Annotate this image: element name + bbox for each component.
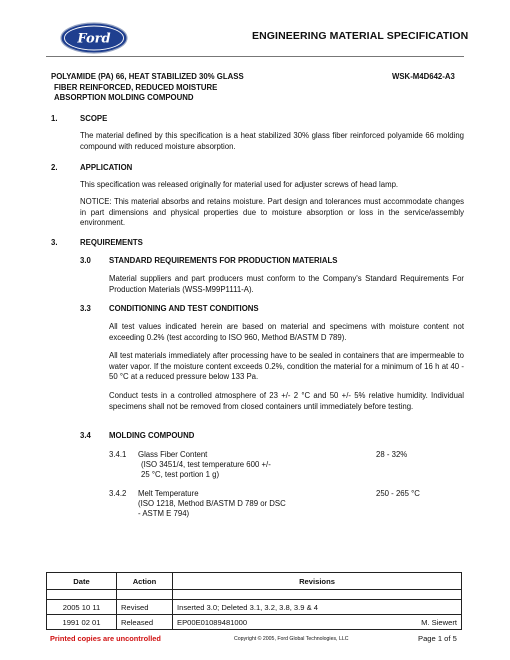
revision-table-header bbox=[47, 573, 462, 590]
conditioning-paragraph-2: All test materials immediately after processing have to be sealed in containers that are impermeable to water vapor. If the moisture content exceeds 0.2%, condition the material for a minimum of 16 h at 40 - 50 °C at a reduced pressure below 133 Pa. bbox=[109, 351, 464, 381]
material-title-line: ABSORPTION MOLDING COMPOUND bbox=[54, 93, 194, 102]
item-number: 3.4.2 bbox=[109, 489, 127, 498]
copyright-notice: Copyright © 2005, Ford Global Technologies, LLC bbox=[234, 636, 349, 642]
material-title bbox=[51, 72, 244, 104]
revision-author: M. Siewert bbox=[421, 617, 457, 627]
revision-description: Inserted 3.0; Deleted 3.1, 3.2, 3.8, 3.9 & 4 bbox=[177, 602, 318, 612]
section-number: 1. bbox=[51, 114, 58, 123]
revision-action: Revised bbox=[117, 600, 173, 615]
page-number: Page 1 of 5 bbox=[418, 634, 457, 643]
revision-table bbox=[46, 572, 462, 630]
revision-table-spacer bbox=[47, 590, 462, 600]
section-number: 2. bbox=[51, 163, 58, 172]
column-header-action: Action bbox=[117, 573, 173, 590]
item-value-glass-fiber: 28 - 32% bbox=[376, 450, 408, 459]
conditioning-paragraph-1: All test values indicated herein are based on material and specimens with moisture content not exceeding 0.2% (test according to ISO 960, Method B/ASTM D 789). bbox=[109, 322, 464, 342]
subsection-number: 3.4 bbox=[80, 431, 91, 440]
revision-date: 1991 02 01 bbox=[47, 615, 117, 630]
revision-date: 2005 10 11 bbox=[47, 600, 117, 615]
conditioning-paragraph-3: Conduct tests in a controlled atmosphere of 23 +/- 2 °C and 50 +/- 5% relative humidity. Individual specimens shall not be removed from closed containers until immediately before testing. bbox=[109, 391, 464, 411]
item-detail: - ASTM E 794) bbox=[138, 509, 190, 518]
section-title-scope: SCOPE bbox=[80, 114, 108, 123]
item-detail: (ISO 3451/4, test temperature 600 +/- bbox=[141, 460, 271, 469]
subsection-title-conditioning: CONDITIONING AND TEST CONDITIONS bbox=[109, 304, 259, 313]
table-row bbox=[47, 615, 462, 630]
column-header-date: Date bbox=[47, 573, 117, 590]
section-number: 3. bbox=[51, 238, 58, 247]
application-text: This specification was released originally for material used for adjuster screws of head lamp. bbox=[80, 180, 399, 189]
subsection-number: 3.3 bbox=[80, 304, 91, 313]
uncontrolled-copies-notice: Printed copies are uncontrolled bbox=[50, 634, 161, 643]
item-value-melt-temperature: 250 - 265 °C bbox=[376, 489, 420, 498]
revision-description: EP00E01089481000 bbox=[177, 617, 248, 627]
revision-action: Released bbox=[117, 615, 173, 630]
item-detail: (ISO 1218, Method B/ASTM D 789 or DSC bbox=[138, 499, 286, 508]
ford-logo-text: Ford bbox=[77, 31, 111, 47]
item-number: 3.4.1 bbox=[109, 450, 127, 459]
item-name-melt-temperature: Melt Temperature bbox=[138, 489, 199, 498]
column-header-revisions: Revisions bbox=[173, 573, 462, 590]
document-title: ENGINEERING MATERIAL SPECIFICATION bbox=[252, 30, 469, 42]
scope-text: The material defined by this specification is a heat stabilized 30% glass fiber reinforced polyamide 66 molding compound with reduced moisture absorption. bbox=[80, 131, 464, 151]
material-title-line: FIBER REINFORCED, REDUCED MOISTURE bbox=[54, 82, 218, 92]
subsection-title-standard-requirements: STANDARD REQUIREMENTS FOR PRODUCTION MATERIALS bbox=[109, 256, 338, 265]
application-notice: NOTICE: This material absorbs and retains moisture. Part design and tolerances must accommodate changes in part dimensions and physical properties due to moisture absorption or loss in the service/assembly environment. bbox=[80, 197, 464, 227]
item-detail: 25 °C, test portion 1 g) bbox=[141, 470, 220, 479]
subsection-number: 3.0 bbox=[80, 256, 91, 265]
section-title-requirements: REQUIREMENTS bbox=[80, 238, 143, 247]
standard-requirements-text: Material suppliers and part producers must conform to the Company's Standard Requirements For Production Materials (WSS-M99P1111-A). bbox=[109, 274, 464, 294]
material-title-line: POLYAMIDE (PA) 66, HEAT STABILIZED 30% GLASS bbox=[51, 72, 244, 81]
table-row bbox=[47, 600, 462, 615]
section-title-application: APPLICATION bbox=[80, 163, 133, 172]
spec-number: WSK-M4D642-A3 bbox=[392, 72, 455, 81]
ford-logo bbox=[60, 22, 128, 54]
header-divider bbox=[46, 56, 464, 57]
item-name-glass-fiber: Glass Fiber Content bbox=[138, 450, 208, 459]
subsection-title-molding-compound: MOLDING COMPOUND bbox=[109, 431, 195, 440]
